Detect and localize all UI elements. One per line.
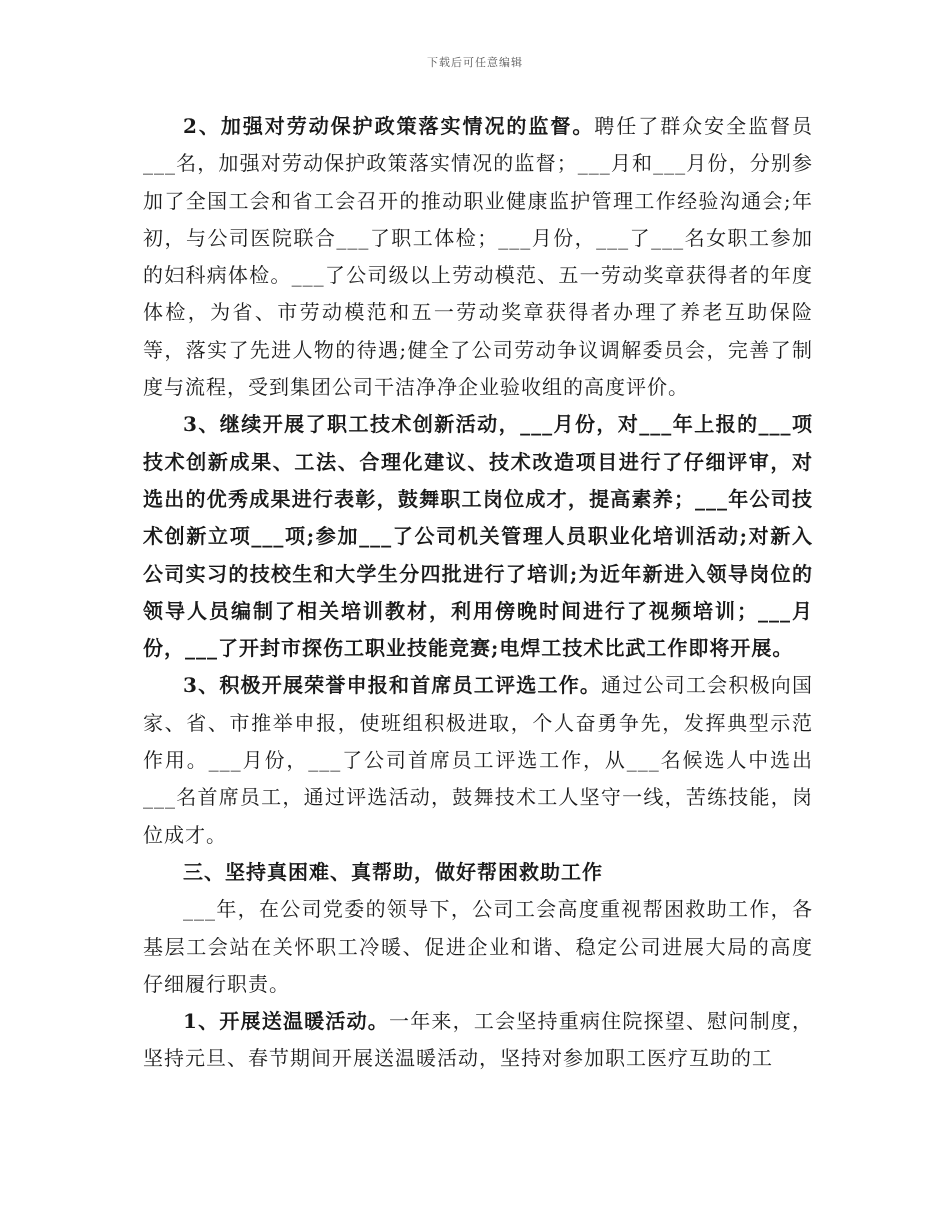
document-body (143, 108, 813, 1078)
paragraph-labor-protection (143, 108, 813, 406)
paragraph-text: 一年来，工会坚持重病住院探望、慰问制度，坚持元旦、春节期间开展送温暖活动，坚持对参加职工医疗互助的工 (143, 1009, 813, 1071)
paragraph-relief-intro (143, 891, 813, 1003)
paragraph-honors (143, 667, 813, 853)
paragraph-text: 通过公司工会积极向国家、省、市推举申报，使班组积极进取，个人奋勇争先，发挥典型示范作用。___月份，___了公司首席员工评选工作，从___名候选人中选出___名首席员工，通过评选活动，鼓舞技术工人坚守一线，苦练技能，岗位成才。 (143, 673, 813, 847)
paragraph-tech-innovation (143, 406, 813, 667)
section-heading-poverty-relief (143, 854, 813, 891)
page-header-note: 下载后可任意编辑 (427, 56, 523, 69)
section-heading: 三、坚持真困难、真帮助，做好帮困救助工作 (183, 859, 603, 884)
paragraph-lead: 2、加强对劳动保护政策落实情况的监督。 (183, 114, 595, 138)
paragraph-lead: 3、积极开展荣誉申报和首席员工评选工作。 (183, 673, 602, 698)
paragraph-text: 3、继续开展了职工技术创新活动，___月份，对___年上报的___项技术创新成果、工法、合理化建议、技术改造项目进行了仔细评审，对选出的优秀成果进行表彰，鼓舞职工岗位成才，提高素养；___年公司技术创新立项___项;参加___了公司机关管理人员职业化培训活动;对新入公司实习的技校生和大学生分四批进行了培训;为近年新进入领导岗位的领导人员编制了相关培训教材，利用傍晚时间进行了视频培训；___月份，___了开封市探伤工职业技能竞赛;电焊工技术比武工作即将开展。 (143, 412, 813, 661)
paragraph-lead: 1、开展送温暖活动。 (183, 1009, 390, 1034)
paragraph-text: 聘任了群众安全监督员___名，加强对劳动保护政策落实情况的监督；___月和___月份，分别参加了全国工会和省工会召开的推动职业健康监护管理工作经验沟通会;年初，与公司医院联合___了职工体检；___月份，___了___名女职工参加的妇科病体检。___了公司级以上劳动模范、五一劳动奖章获得者的年度体检，为省、市劳动模范和五一劳动奖章获得者办理了养老互助保险等，落实了先进人物的待遇;健全了公司劳动争议调解委员会，完善了制度与流程，受到集团公司干洁净净企业验收组的高度评价。 (143, 114, 814, 400)
paragraph-warmth-activity (143, 1003, 813, 1078)
paragraph-text: ___年，在公司党委的领导下，公司工会高度重视帮困救助工作，各基层工会站在关怀职工冷暖、促进企业和谐、稳定公司进展大局的高度仔细履行职责。 (143, 897, 813, 996)
